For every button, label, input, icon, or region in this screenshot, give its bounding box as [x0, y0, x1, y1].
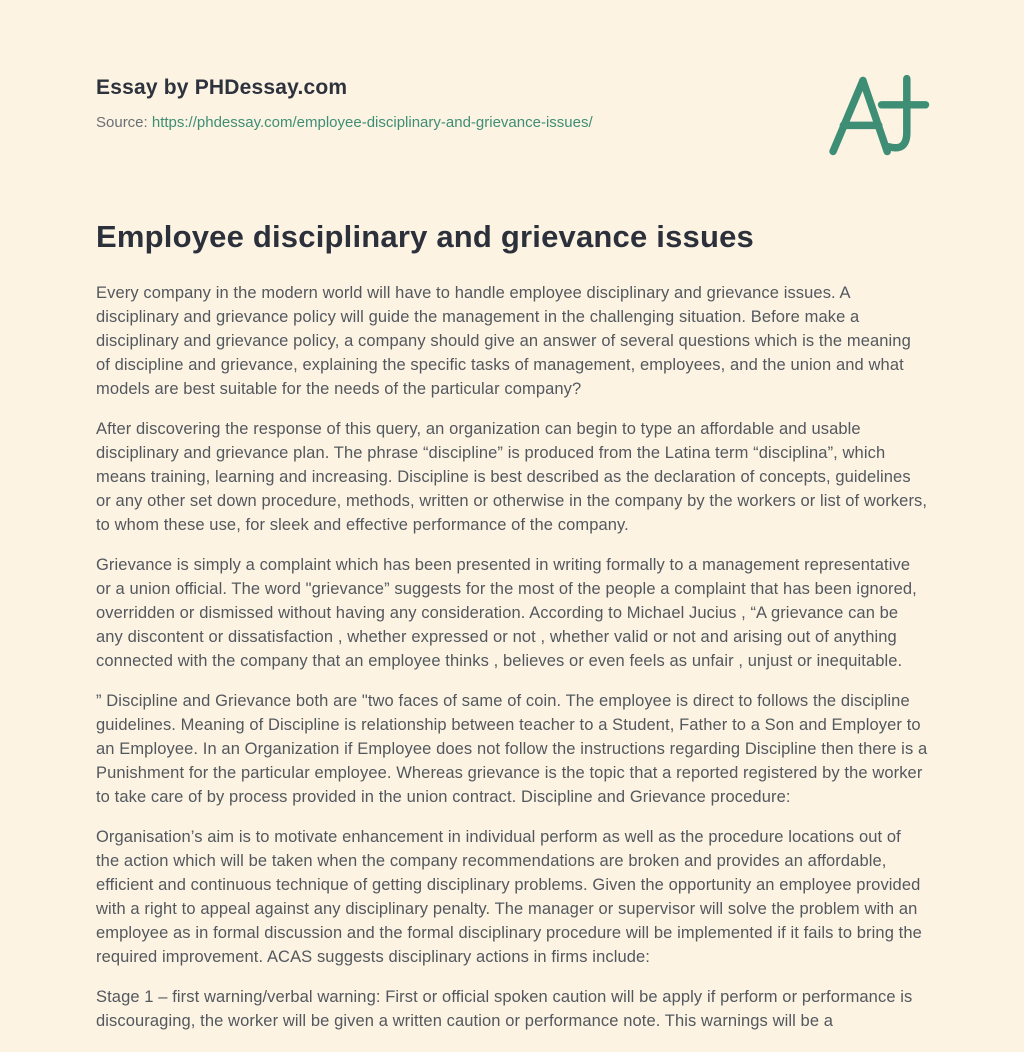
source-line — [96, 114, 928, 131]
phdessay-logo-icon — [820, 68, 932, 164]
article-paragraph: Organisation’s aim is to motivate enhancement in individual perform as well as the procedure locations out of the action which will be taken when the company recommendations are broken and provides an affordable, efficient and continuous technique of getting disciplinary problems. Given the opportunity an employee provided with a right to appeal against any disciplinary penalty. The manager or supervisor will solve the problem with an employee as in formal discussion and the formal disciplinary procedure will be implemented if it fails to bring the required improvement. ACAS suggests disciplinary actions in firms include: — [96, 828, 922, 966]
article-paragraph: Every company in the modern world will have to handle employee disciplinary and grievance issues. A disciplinary and grievance policy will guide the management in the challenging situation. Before make a disciplinary and grievance policy, a company should give an answer of several questions which is the meaning of discipline and grievance, explaining the specific tasks of management, employees, and the union and what models are best suitable for the needs of the particular company? — [96, 284, 911, 398]
essay-byline: Essay by PHDessay.com — [96, 76, 348, 99]
article-paragraph: ” Discipline and Grievance both are "two faces of same of coin. The employee is direct to follows the discipline guidelines. Meaning of Discipline is relationship between teacher to a Student, Father to a Son and Employer to an Employee. In an Organization if Employee does not follow the instructions regarding Discipline then there is a Punishment for the particular employee. Whereas grievance is the topic that a reported registered by the worker to take care of by process provided in the union contract. Discipline and Grievance procedure: — [96, 692, 928, 806]
article-paragraph: Stage 1 – first warning/verbal warning: First or official spoken caution will be apply if perform or performance is discouraging, the worker will be given a written caution or performance note. This warnings will be a — [96, 988, 913, 1030]
phdessay-logo[interactable] — [820, 68, 932, 164]
source-label: Source: — [96, 114, 148, 131]
article-body — [96, 281, 928, 1033]
article-paragraph: Grievance is simply a complaint which has been presented in writing formally to a management representative or a union official. The word "grievance” suggests for the most of the people a complaint that has been ignored, overridden or dismissed without having any consideration. According to Michael Jucius , “A grievance can be any discontent or dissatisfaction , whether expressed or not , whether valid or not and arising out of anything connected with the company that an employee thinks , believes or even feels as unfair , unjust or inequitable. — [96, 556, 917, 670]
article-paragraph: After discovering the response of this query, an organization can begin to type an affordable and usable disciplinary and grievance plan. The phrase “discipline” is produced from the Latina term “disciplina”, which means training, learning and increasing. Discipline is best described as the declaration of concepts, guidelines or any other set down procedure, methods, written or otherwise in the company by the workers or list of workers, to whom these use, for sleek and effective performance of the company. — [96, 420, 928, 534]
source-url-link[interactable]: https://phdessay.com/employee-disciplinary-and-grievance-issues/ — [151, 114, 593, 131]
page-title: Employee disciplinary and grievance issues — [96, 219, 754, 254]
